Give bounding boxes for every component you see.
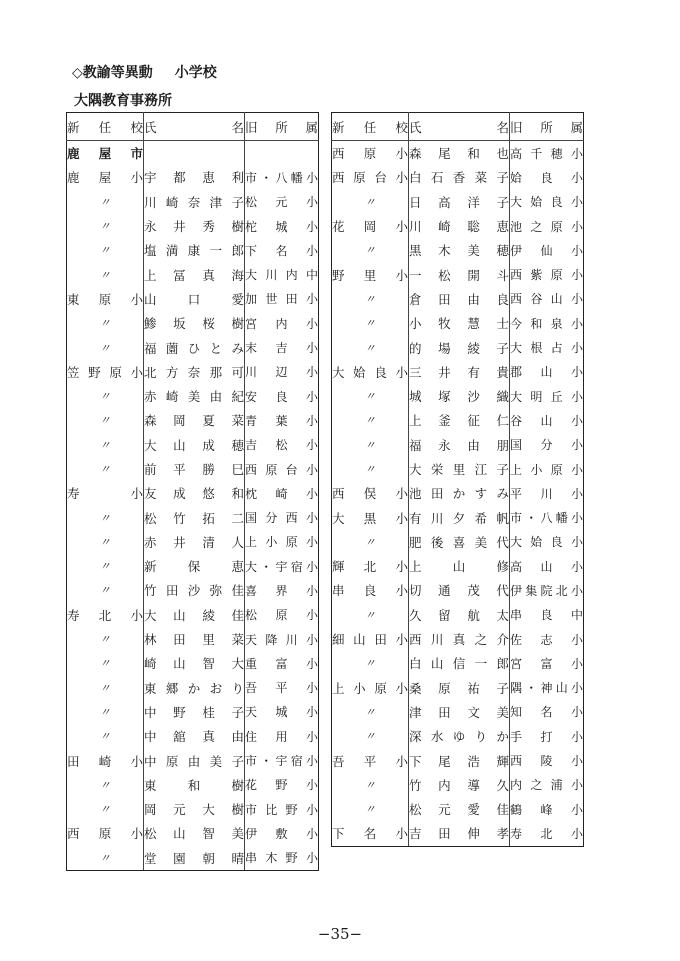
new-school-cell: 〃 (67, 578, 144, 602)
name-cell: 永井秀樹 (144, 214, 245, 238)
prev-school-cell: 上小原小 (510, 457, 584, 481)
prev-school-cell: 花野小 (245, 773, 319, 797)
name-cell: 塩満康一郎 (144, 238, 245, 262)
table-row (67, 335, 319, 359)
table-row (332, 530, 584, 554)
table-row (67, 554, 319, 578)
name-cell: 山口愛 (144, 287, 245, 311)
header-new-school: 新任校 (332, 113, 409, 141)
name-cell: 川崎奈津子 (144, 190, 245, 214)
prev-school-cell: 住用小 (245, 724, 319, 748)
new-school-cell: 〃 (67, 311, 144, 335)
table-row (332, 724, 584, 748)
empty-cell (245, 141, 319, 166)
name-cell: 一松開斗 (409, 262, 510, 286)
new-school-cell: 吾平小 (332, 748, 409, 772)
new-school-cell: 笠野原小 (67, 360, 144, 384)
name-cell: 大山成穂 (144, 433, 245, 457)
new-school-cell: 〃 (67, 554, 144, 578)
new-school-cell: 細山田小 (332, 627, 409, 651)
prev-school-cell: 枕崎小 (245, 481, 319, 505)
prev-school-cell: 国分西小 (245, 505, 319, 529)
name-cell: 肥後喜美代 (409, 530, 510, 554)
new-school-cell: 〃 (332, 651, 409, 675)
name-cell: 前平勝巳 (144, 457, 245, 481)
prev-school-cell: 松原小 (245, 603, 319, 627)
name-cell: 深水ゆりか (409, 724, 510, 748)
office-title: 大隅教育事務所 (74, 93, 172, 109)
new-school-cell: 西俣小 (332, 481, 409, 505)
new-school-cell: 〃 (67, 433, 144, 457)
name-cell: 松山智美 (144, 821, 245, 845)
prev-school-cell: 知名小 (510, 700, 584, 724)
new-school-cell: 〃 (67, 190, 144, 214)
table-row (67, 797, 319, 821)
table-row (67, 262, 319, 286)
table-row (332, 821, 584, 846)
name-cell: 岡元大樹 (144, 797, 245, 821)
name-cell: 中野桂子 (144, 700, 245, 724)
header-name: 氏名 (144, 113, 245, 141)
name-cell: 小牧慧士 (409, 311, 510, 335)
prev-school-cell: 隅・神山小 (510, 676, 584, 700)
prev-school-cell: 宮富小 (510, 651, 584, 675)
prev-school-cell: 今和泉小 (510, 311, 584, 335)
new-school-cell: 〃 (67, 651, 144, 675)
prev-school-cell: 末吉小 (245, 335, 319, 359)
table-row (67, 578, 319, 602)
prev-school-cell: 上小原小 (245, 530, 319, 554)
prev-school-cell: 川辺小 (245, 360, 319, 384)
name-cell: 宇都恵利 (144, 165, 245, 189)
new-school-cell: 〃 (332, 773, 409, 797)
prev-school-cell: 西紫原小 (510, 262, 584, 286)
prev-school-cell: 大明丘小 (510, 384, 584, 408)
table-row (67, 651, 319, 675)
name-cell: 上釜征仁 (409, 408, 510, 432)
new-school-cell: 下名小 (332, 821, 409, 846)
prev-school-cell: 市・宇宿小 (245, 748, 319, 772)
new-school-cell: 〃 (67, 408, 144, 432)
name-cell: 福永由朋 (409, 433, 510, 457)
table-row (332, 578, 584, 602)
new-school-cell: 西原小 (332, 141, 409, 166)
prev-school-cell: 伊敷小 (245, 821, 319, 845)
name-cell: 白山信一郎 (409, 651, 510, 675)
prev-school-cell: 天降川小 (245, 627, 319, 651)
table-header (332, 113, 584, 141)
prev-school-cell: 大川内中 (245, 262, 319, 286)
name-cell: 中舘真由 (144, 724, 245, 748)
new-school-cell: 〃 (332, 335, 409, 359)
new-school-cell: 〃 (67, 214, 144, 238)
new-school-cell: 〃 (67, 384, 144, 408)
prev-school-cell: 西原台小 (245, 457, 319, 481)
prev-school-cell: 西陵小 (510, 748, 584, 772)
table-row (67, 287, 319, 311)
prev-school-cell: 市・八幡小 (245, 165, 319, 189)
table-row (332, 748, 584, 772)
name-cell: 東和樹 (144, 773, 245, 797)
new-school-cell: 〃 (332, 603, 409, 627)
new-school-cell: 大姶良小 (332, 360, 409, 384)
new-school-cell: 野里小 (332, 262, 409, 286)
name-cell: 東郷かおり (144, 676, 245, 700)
prev-school-cell: 重富小 (245, 651, 319, 675)
prev-school-cell: 下名小 (245, 238, 319, 262)
new-school-cell: 上小原小 (332, 676, 409, 700)
table-row (332, 165, 584, 189)
new-school-cell: 串良小 (332, 578, 409, 602)
table-row (67, 676, 319, 700)
prev-school-cell: 串良中 (510, 603, 584, 627)
table-row (332, 262, 584, 286)
new-school-cell: 〃 (67, 797, 144, 821)
name-cell: 北方奈那可 (144, 360, 245, 384)
prev-school-cell: 吉松小 (245, 433, 319, 457)
new-school-cell: 〃 (67, 700, 144, 724)
header-new-school: 新任校 (67, 113, 144, 141)
new-school-cell: 〃 (332, 311, 409, 335)
prev-school-cell: 青葉小 (245, 408, 319, 432)
table-row (67, 846, 319, 871)
table-row (332, 287, 584, 311)
new-school-cell: 寿北小 (67, 603, 144, 627)
table-row (332, 335, 584, 359)
table-row (332, 408, 584, 432)
table-row (332, 505, 584, 529)
prev-school-cell: 伊集院北小 (510, 578, 584, 602)
name-cell: 堂園朝晴 (144, 846, 245, 871)
name-cell: 切通茂代 (409, 578, 510, 602)
table-row (67, 530, 319, 554)
name-cell: 大山綾佳 (144, 603, 245, 627)
personnel-table-right (331, 112, 584, 847)
table-row (67, 141, 319, 166)
table-row (332, 773, 584, 797)
name-cell: 赤崎美由紀 (144, 384, 245, 408)
prev-school-cell: 伊仙小 (510, 238, 584, 262)
table-row (67, 505, 319, 529)
name-cell: 松元愛佳 (409, 797, 510, 821)
prev-school-cell: 国分小 (510, 433, 584, 457)
table-row (67, 457, 319, 481)
header-prev-school: 旧所属 (245, 113, 319, 141)
name-cell: 林田里菜 (144, 627, 245, 651)
new-school-cell: 西原台小 (332, 165, 409, 189)
new-school-cell: 輝北小 (332, 554, 409, 578)
prev-school-cell: 郡山小 (510, 360, 584, 384)
empty-cell (144, 141, 245, 166)
name-cell: 的場綾子 (409, 335, 510, 359)
prev-school-cell: 大根占小 (510, 335, 584, 359)
name-cell: 森岡夏菜 (144, 408, 245, 432)
prev-school-cell: 大姶良小 (510, 530, 584, 554)
table-row (332, 190, 584, 214)
new-school-cell: 鹿屋小 (67, 165, 144, 189)
name-cell: 有川夕希帆 (409, 505, 510, 529)
name-cell: 桑原祐子 (409, 676, 510, 700)
name-cell: 久留航太 (409, 603, 510, 627)
prev-school-cell: 池之原小 (510, 214, 584, 238)
new-school-cell: 東原小 (67, 287, 144, 311)
name-cell: 黒木美穂 (409, 238, 510, 262)
section-heading (72, 62, 217, 82)
new-school-cell: 〃 (67, 335, 144, 359)
table-row (67, 700, 319, 724)
table-row (67, 214, 319, 238)
table-row (332, 700, 584, 724)
name-cell: 友成悠和 (144, 481, 245, 505)
new-school-cell: 〃 (332, 384, 409, 408)
new-school-cell: 〃 (67, 457, 144, 481)
name-cell: 中原由美子 (144, 748, 245, 772)
name-cell: 三井有貴 (409, 360, 510, 384)
name-cell: 白石香菜子 (409, 165, 510, 189)
prev-school-cell: 高千穂小 (510, 141, 584, 166)
table-row (67, 627, 319, 651)
prev-school-cell: 手打小 (510, 724, 584, 748)
prev-school-cell: 内之浦小 (510, 773, 584, 797)
table-row (67, 821, 319, 845)
page-number: −35− (317, 925, 363, 943)
new-school-cell: 寿小 (67, 481, 144, 505)
new-school-cell: 〃 (67, 676, 144, 700)
table-row (332, 360, 584, 384)
table-row (67, 165, 319, 189)
new-school-cell: 〃 (332, 408, 409, 432)
table-row (332, 676, 584, 700)
prev-school-cell: 寿北小 (510, 821, 584, 846)
table-row (332, 651, 584, 675)
new-school-cell: 〃 (332, 530, 409, 554)
prev-school-cell: 市・八幡小 (510, 505, 584, 529)
new-school-cell: 〃 (67, 846, 144, 871)
new-school-cell: 大黒小 (332, 505, 409, 529)
prev-school-cell: 加世田小 (245, 287, 319, 311)
name-cell: 鯵坂桜樹 (144, 311, 245, 335)
prev-school-cell: 姶良小 (510, 165, 584, 189)
prev-school-cell: 市比野小 (245, 797, 319, 821)
name-cell: 福薗ひとみ (144, 335, 245, 359)
name-cell: 下尾浩輝 (409, 748, 510, 772)
name-cell: 倉田由良 (409, 287, 510, 311)
prev-school-cell: 吾平小 (245, 676, 319, 700)
name-cell: 川崎聡恵 (409, 214, 510, 238)
prev-school-cell: 松元小 (245, 190, 319, 214)
prev-school-cell: 平川小 (510, 481, 584, 505)
prev-school-cell: 西谷山小 (510, 287, 584, 311)
table-row (332, 797, 584, 821)
new-school-cell: 田崎小 (67, 748, 144, 772)
header-prev-school: 旧所属 (510, 113, 584, 141)
new-school-cell: 〃 (332, 238, 409, 262)
table-row (67, 433, 319, 457)
table-row (67, 408, 319, 432)
name-cell: 吉田伸孝 (409, 821, 510, 846)
new-school-cell: 〃 (67, 773, 144, 797)
prev-school-cell: 大姶良小 (510, 190, 584, 214)
new-school-cell: 〃 (332, 190, 409, 214)
table-row (332, 238, 584, 262)
name-cell: 津田文美 (409, 700, 510, 724)
prev-school-cell: 串木野小 (245, 846, 319, 871)
prev-school-cell: 柁城小 (245, 214, 319, 238)
new-school-cell: 〃 (67, 627, 144, 651)
prev-school-cell: 鶴峰小 (510, 797, 584, 821)
table-row (332, 433, 584, 457)
name-cell: 崎山智大 (144, 651, 245, 675)
section-level: 小学校 (174, 65, 217, 81)
table-row (67, 481, 319, 505)
table-row (67, 238, 319, 262)
prev-school-cell: 宮内小 (245, 311, 319, 335)
name-cell: 池田かすみ (409, 481, 510, 505)
table-row (332, 384, 584, 408)
name-cell: 日高洋子 (409, 190, 510, 214)
municipality-label: 鹿屋市 (67, 141, 144, 166)
new-school-cell: 〃 (332, 287, 409, 311)
table-row (332, 481, 584, 505)
new-school-cell: 〃 (332, 724, 409, 748)
table-row (332, 627, 584, 651)
prev-school-cell: 谷山小 (510, 408, 584, 432)
new-school-cell: 〃 (332, 797, 409, 821)
header-name: 氏名 (409, 113, 510, 141)
name-cell: 松竹拓二 (144, 505, 245, 529)
prev-school-cell: 喜界小 (245, 578, 319, 602)
table-row (332, 603, 584, 627)
new-school-cell: 〃 (67, 724, 144, 748)
name-cell: 西川真之介 (409, 627, 510, 651)
prev-school-cell: 高山小 (510, 554, 584, 578)
new-school-cell: 〃 (67, 530, 144, 554)
new-school-cell: 〃 (67, 505, 144, 529)
personnel-table-left (66, 112, 319, 871)
name-cell: 森尾和也 (409, 141, 510, 166)
table-header (67, 113, 319, 141)
table-row (67, 360, 319, 384)
name-cell: 上冨真海 (144, 262, 245, 286)
name-cell: 大栄里江子 (409, 457, 510, 481)
table-row (67, 384, 319, 408)
table-row (332, 214, 584, 238)
new-school-cell: 西原小 (67, 821, 144, 845)
section-category: ◇教諭等異動 (72, 65, 153, 81)
table-row (332, 141, 584, 166)
table-row (332, 311, 584, 335)
name-cell: 新保恵 (144, 554, 245, 578)
table-row (332, 457, 584, 481)
table-row (67, 748, 319, 772)
new-school-cell: 〃 (332, 433, 409, 457)
new-school-cell: 花岡小 (332, 214, 409, 238)
name-cell: 竹内導久 (409, 773, 510, 797)
table-row (67, 311, 319, 335)
prev-school-cell: 大・宇宿小 (245, 554, 319, 578)
name-cell: 城塚沙織 (409, 384, 510, 408)
name-cell: 竹田沙弥佳 (144, 578, 245, 602)
table-row (67, 773, 319, 797)
prev-school-cell: 安良小 (245, 384, 319, 408)
name-cell: 上山修 (409, 554, 510, 578)
name-cell: 赤井清人 (144, 530, 245, 554)
table-row (67, 190, 319, 214)
prev-school-cell: 天城小 (245, 700, 319, 724)
new-school-cell: 〃 (67, 262, 144, 286)
new-school-cell: 〃 (67, 238, 144, 262)
table-row (332, 554, 584, 578)
prev-school-cell: 佐志小 (510, 627, 584, 651)
table-row (67, 724, 319, 748)
new-school-cell: 〃 (332, 457, 409, 481)
new-school-cell: 〃 (332, 700, 409, 724)
table-row (67, 603, 319, 627)
